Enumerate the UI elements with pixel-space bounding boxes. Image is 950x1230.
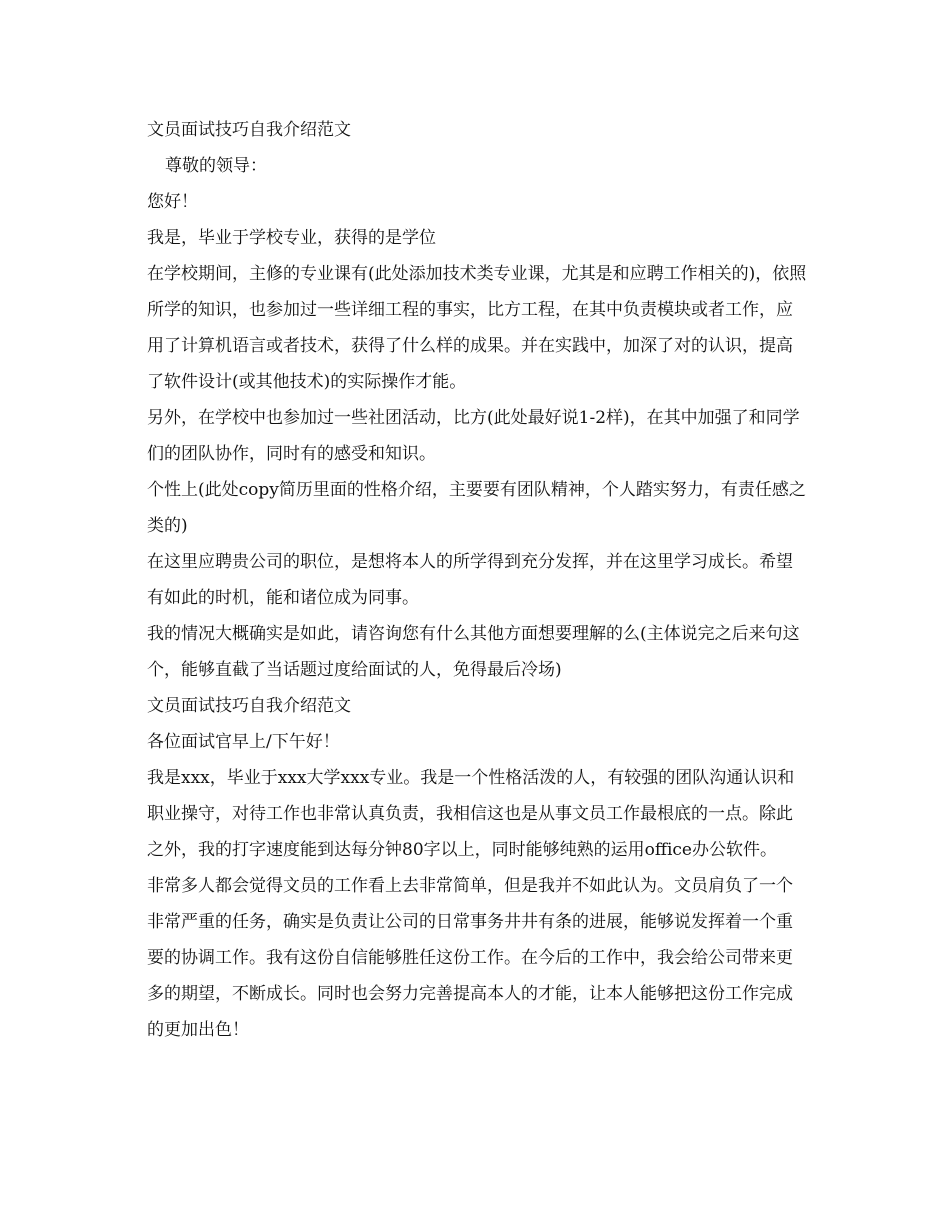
paragraph-studies: 在学校期间，主修的专业课有(此处添加技术类专业课，尤其是和应聘工作相关的)，依照所学的知识，也参加过一些详细工程的事实，比方工程，在其中负责模块或者工作，应用了计算机语言或者技术，获得了什么样的成果。并在实践中，加深了对的认识，提高了软件设计(或其他技术)的实际操作才能。 [147, 264, 807, 392]
paragraph-role-view: 非常多人都会觉得文员的工作看上去非常简单，但是我并不如此认为。文员肩负了一个非常严重的任务，确实是负责让公司的日常事务井井有条的进展，能够说发挥着一个重要的协调工作。我有这份自信能够胜任这份工作。在今后的工作中，我会给公司带来更多的期望，不断成长。同时也会努力完善提高本人的才能，让本人能够把这份工作完成的更加出色！ [147, 876, 793, 1040]
document-body [147, 112, 807, 1048]
greeting-interviewers: 各位面试官早上/下午好！ [147, 732, 340, 752]
paragraph-self-intro: 我是xxx，毕业于xxx大学xxx专业。我是一个性格活泼的人，有较强的团队沟通认识和职业操守，对待工作也非常认真负责，我相信这也是从事文员工作最根底的一点。除此之外，我的打字速度能到达每分钟80字以上，同时能够纯熟的运用office办公软件。 [147, 768, 795, 860]
paragraph-intro: 我是，毕业于学校专业，获得的是学位 [147, 228, 436, 248]
paragraph-personality: 个性上(此处copy简历里面的性格介绍，主要要有团队精神，个人踏实努力，有责任感之类的) [147, 480, 806, 536]
salutation: 尊敬的领导： [165, 156, 267, 176]
greeting: 您好！ [147, 192, 198, 212]
paragraph-activities: 另外，在学校中也参加过一些社团活动，比方(此处最好说1-2样)，在其中加强了和同学们的团队协作，同时有的感受和知识。 [147, 408, 800, 464]
paragraph-closing: 我的情况大概确实是如此，请咨询您有什么其他方面想要理解的么(主体说完之后来句这个，能够直截了当话题过度给面试的人，免得最后冷场) [147, 624, 800, 680]
document-title: 文员面试技巧自我介绍范文 [147, 120, 351, 140]
section-title: 文员面试技巧自我介绍范文 [147, 696, 351, 716]
paragraph-motivation: 在这里应聘贵公司的职位，是想将本人的所学得到充分发挥，并在这里学习成长。希望有如此的时机，能和诸位成为同事。 [147, 552, 793, 608]
